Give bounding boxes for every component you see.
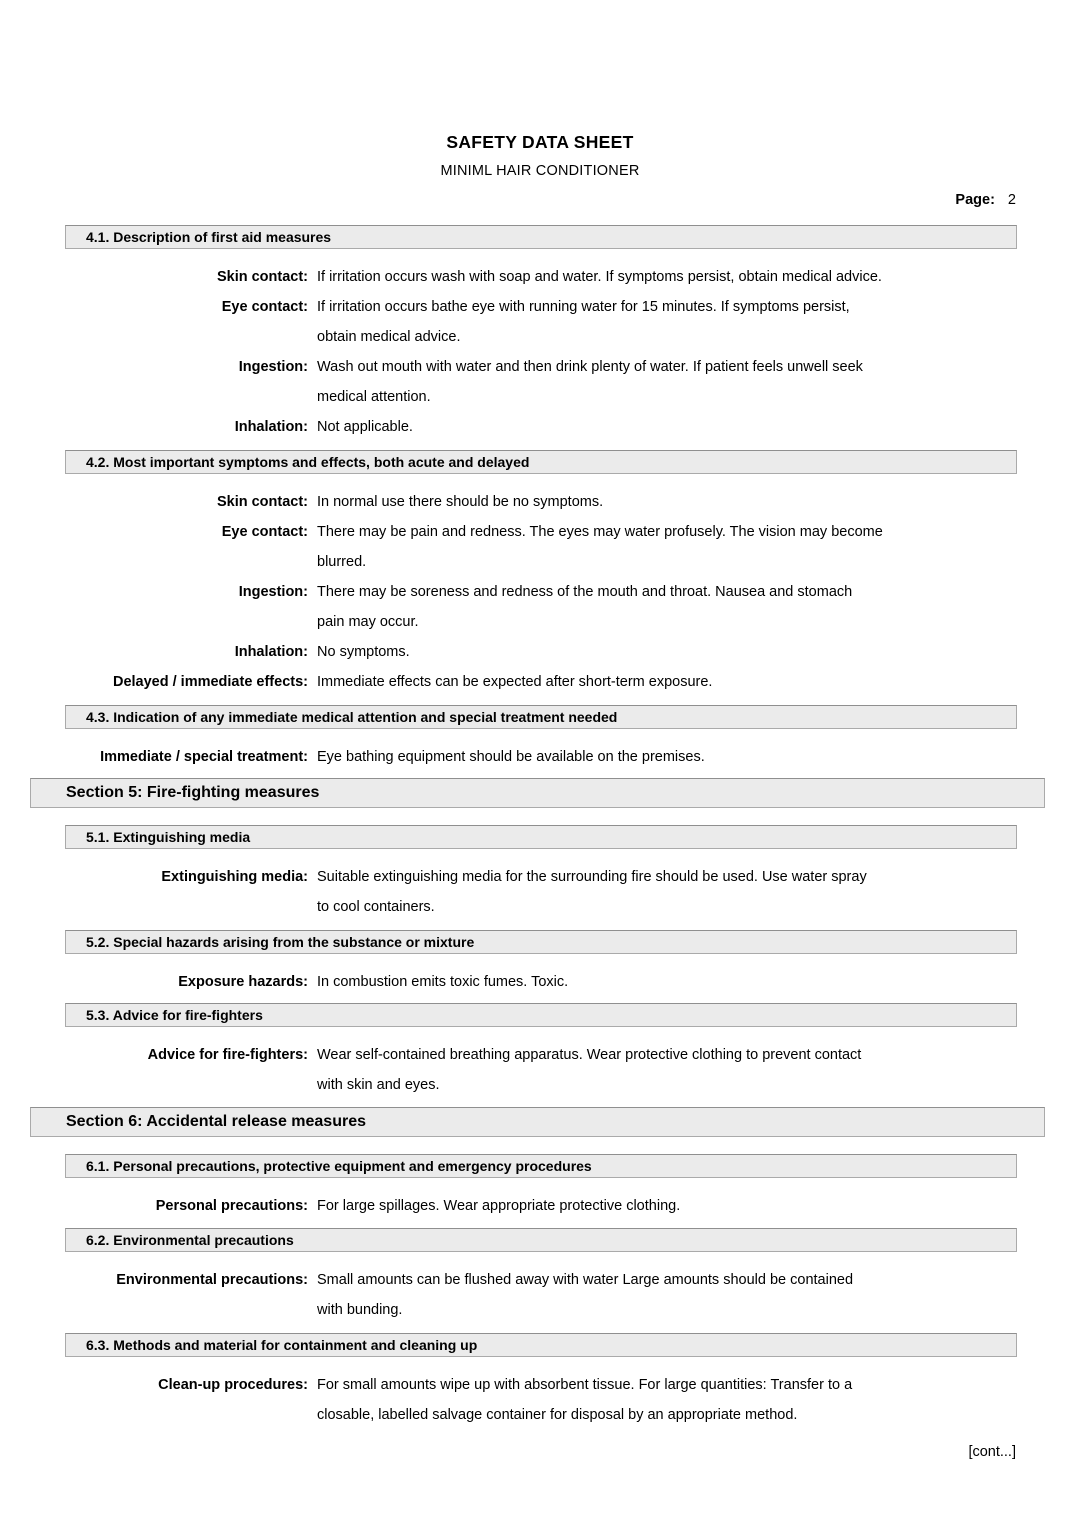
- field-label: Inhalation:: [234, 419, 308, 435]
- field-row-advice-for-fire-fighters: [0, 1040, 1080, 1100]
- field-group-5-2: [0, 967, 1080, 997]
- field-value-line: For large spillages. Wear appropriate protective clothing.: [317, 1198, 681, 1214]
- field-value: [317, 667, 712, 697]
- field-value-line: Eye bathing equipment should be available on the premises.: [317, 749, 705, 765]
- section-heading-5: Section 5: Fire-fighting measures: [30, 778, 1045, 808]
- subsection-heading-6-1: 6.1. Personal precautions, protective equipment and emergency procedures: [65, 1154, 1017, 1178]
- field-value-line: medical attention.: [317, 389, 431, 405]
- field-group-6-2: [0, 1265, 1080, 1325]
- field-value-line: Suitable extinguishing media for the surrounding fire should be used. Use water spray: [317, 869, 867, 885]
- field-row-clean-up-procedures: [0, 1370, 1080, 1430]
- field-group-6-3: [0, 1370, 1080, 1430]
- field-value-line: to cool containers.: [317, 899, 435, 915]
- field-row-skin-contact: [0, 262, 1080, 292]
- field-group-4-3: [0, 742, 1080, 772]
- field-label: Ingestion:: [238, 359, 308, 375]
- field-value-line: There may be pain and redness. The eyes may water profusely. The vision may become: [317, 524, 883, 540]
- field-group-5-1: [0, 862, 1080, 922]
- field-group-4-1: [0, 262, 1080, 442]
- field-row-skin-contact: [0, 487, 1080, 517]
- field-value-line: closable, labelled salvage container for disposal by an appropriate method.: [317, 1407, 798, 1423]
- field-value-line: For small amounts wipe up with absorbent tissue. For large quantities: Transfer to a: [317, 1377, 853, 1393]
- field-value-line: If irritation occurs bathe eye with running water for 15 minutes. If symptoms persist,: [317, 299, 850, 315]
- field-value-line: with skin and eyes.: [317, 1077, 440, 1093]
- subsection-heading-6-2: 6.2. Environmental precautions: [65, 1228, 1017, 1252]
- field-row-inhalation: [0, 412, 1080, 442]
- field-label: Immediate / special treatment:: [100, 749, 308, 765]
- field-row-environmental-precautions: [0, 1265, 1080, 1325]
- field-group-5-3: [0, 1040, 1080, 1100]
- field-label: Environmental precautions:: [116, 1272, 308, 1288]
- field-value-line: pain may occur.: [317, 614, 419, 630]
- field-value: [317, 577, 852, 637]
- field-row-personal-precautions: [0, 1191, 1080, 1221]
- field-value-line: Wash out mouth with water and then drink plenty of water. If patient feels unwell seek: [317, 359, 863, 375]
- field-value: [317, 292, 850, 352]
- field-value: [317, 637, 410, 667]
- field-value: [317, 1191, 680, 1221]
- field-value: [317, 487, 603, 517]
- field-label: Delayed / immediate effects:: [112, 674, 308, 690]
- subsection-heading-5-1: 5.1. Extinguishing media: [65, 825, 1017, 849]
- field-value: [317, 1370, 852, 1430]
- field-group-6-1: [0, 1191, 1080, 1221]
- subsection-heading-4-2: 4.2. Most important symptoms and effects, both acute and delayed: [65, 450, 1017, 474]
- field-row-ingestion: [0, 577, 1080, 637]
- field-value-line: There may be soreness and redness of the mouth and throat. Nausea and stomach: [317, 584, 853, 600]
- section-heading-6: Section 6: Accidental release measures: [30, 1107, 1045, 1137]
- field-value: [317, 262, 882, 292]
- field-value-line: Small amounts can be flushed away with water Large amounts should be contained: [317, 1272, 854, 1288]
- field-label: Ingestion:: [238, 584, 308, 600]
- field-value: [317, 742, 705, 772]
- field-value: [317, 1040, 861, 1100]
- field-value-line: No symptoms.: [317, 644, 410, 660]
- subsection-heading-4-1: 4.1. Description of first aid measures: [65, 225, 1017, 249]
- field-value-line: obtain medical advice.: [317, 329, 461, 345]
- field-group-4-2: [0, 487, 1080, 697]
- field-value-line: In combustion emits toxic fumes. Toxic.: [317, 974, 569, 990]
- field-value: [317, 352, 863, 412]
- field-row-extinguishing-media: [0, 862, 1080, 922]
- field-label: Skin contact:: [216, 494, 308, 510]
- field-row-eye-contact: [0, 292, 1080, 352]
- field-row-eye-contact: [0, 517, 1080, 577]
- field-label: Exposure hazards:: [178, 974, 308, 990]
- field-row-delayed-immediate-effects: [0, 667, 1080, 697]
- document-title: SAFETY DATA SHEET: [446, 132, 634, 152]
- field-value-line: Immediate effects can be expected after short-term exposure.: [317, 674, 713, 690]
- field-label: Advice for fire-fighters:: [147, 1047, 308, 1063]
- field-label: Clean-up procedures:: [158, 1377, 308, 1393]
- field-row-inhalation: [0, 637, 1080, 667]
- field-value: [317, 967, 568, 997]
- page-label: Page:: [955, 192, 995, 208]
- subsection-heading-4-3: 4.3. Indication of any immediate medical attention and special treatment needed: [65, 705, 1017, 729]
- field-label: Eye contact:: [221, 524, 308, 540]
- subsection-heading-6-3: 6.3. Methods and material for containment and cleaning up: [65, 1333, 1017, 1357]
- field-value-line: Not applicable.: [317, 419, 413, 435]
- field-value-line: blurred.: [317, 554, 367, 570]
- field-row-ingestion: [0, 352, 1080, 412]
- field-label: Extinguishing media:: [161, 869, 308, 885]
- field-value: [317, 517, 883, 577]
- field-label: Skin contact:: [216, 269, 308, 285]
- field-label: Personal precautions:: [155, 1198, 308, 1214]
- subsection-heading-5-3: 5.3. Advice for fire-fighters: [65, 1003, 1017, 1027]
- field-value: [317, 862, 867, 922]
- page-number: 2: [1007, 192, 1016, 208]
- document-subtitle: MINIML HAIR CONDITIONER: [440, 163, 640, 179]
- subsection-heading-5-2: 5.2. Special hazards arising from the substance or mixture: [65, 930, 1017, 954]
- field-row-exposure-hazards: [0, 967, 1080, 997]
- page-indicator: [0, 190, 1080, 210]
- field-label: Inhalation:: [234, 644, 308, 660]
- field-value: [317, 412, 413, 442]
- continuation-marker: [cont...]: [968, 1444, 1016, 1460]
- field-value-line: If irritation occurs wash with soap and water. If symptoms persist, obtain medical advice.: [317, 269, 882, 285]
- field-label: Eye contact:: [221, 299, 308, 315]
- field-value-line: In normal use there should be no symptoms.: [317, 494, 604, 510]
- field-value: [317, 1265, 853, 1325]
- field-value-line: with bunding.: [317, 1302, 403, 1318]
- field-value-line: Wear self-contained breathing apparatus. Wear protective clothing to prevent contact: [317, 1047, 862, 1063]
- field-row-immediate-special-treatment: [0, 742, 1080, 772]
